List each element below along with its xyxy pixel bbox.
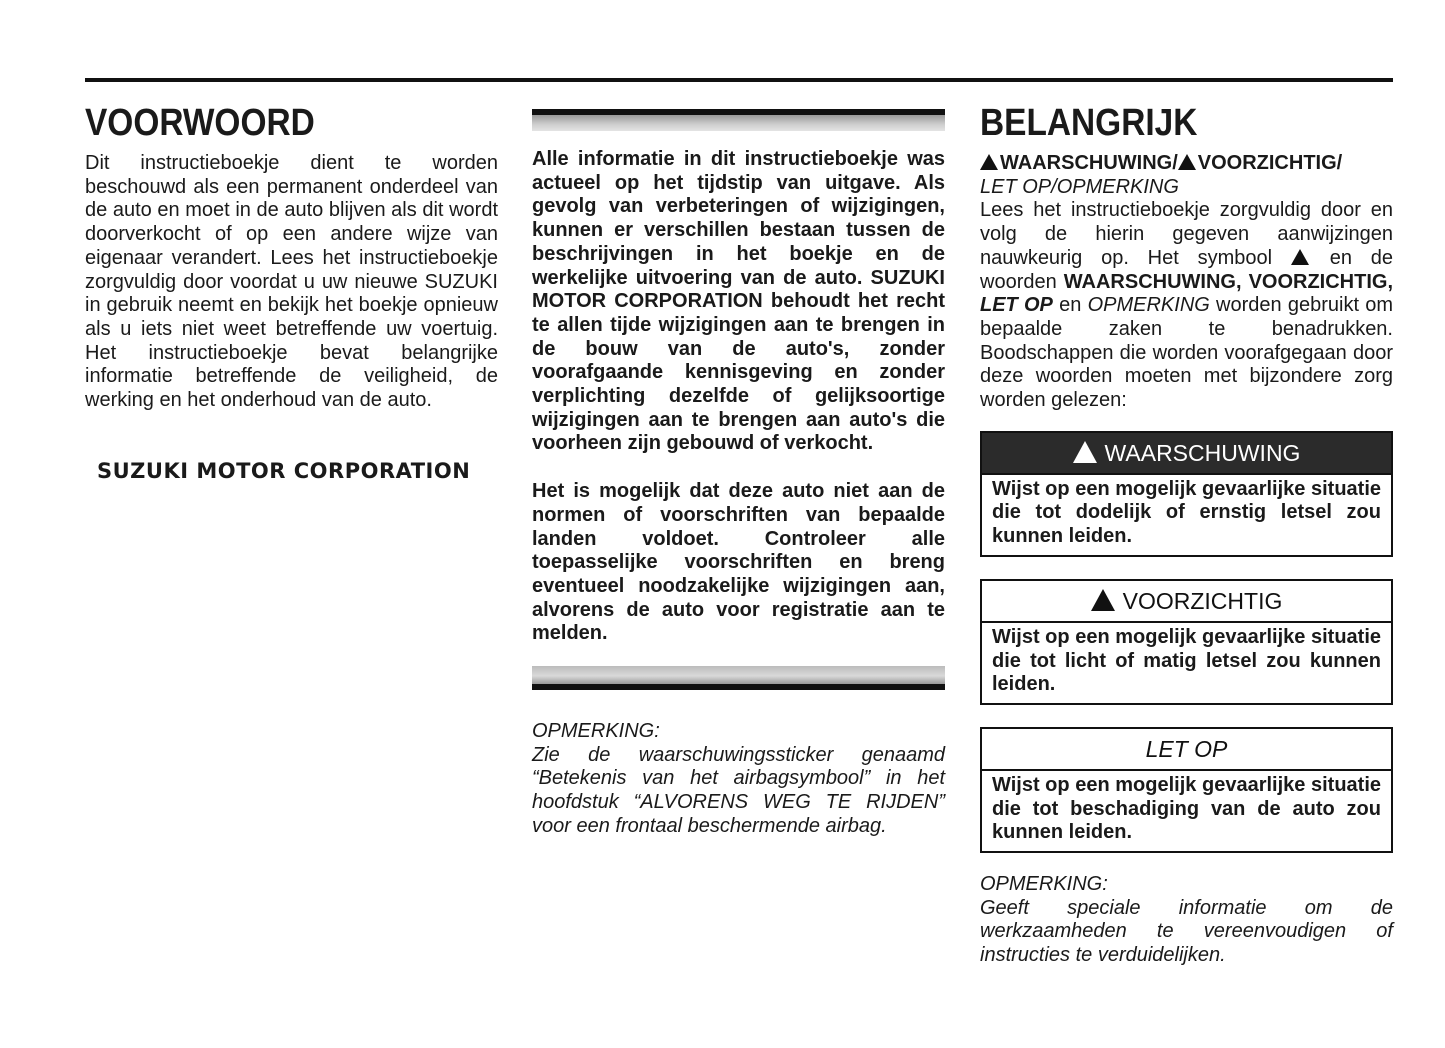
warning-triangle-icon (980, 154, 998, 170)
caution-box-text: Wijst op een mogelijk gevaarlijke situatie die tot licht of matig letsel zou kunnen leiden. (992, 625, 1381, 696)
voorwoord-text: Dit instructieboekje dient te worden beschouwd als een permanent onderdeel van de auto en moet in de auto blijven als dit wordt doorverkocht of op een andere wijze van eigenaar verandert. Lees het instructieboekje zorgvuldig door voordat u uw nieuwe SUZUKI in gebruik neemt en bekijk het boekje opnieuw als u iets niet weet betreffende uw voertuig. Het instructieboekje bevat belangrijke informatie betreffende de veiligheid, de werking en het onderhoud van de auto. (85, 152, 498, 412)
column-middle (532, 100, 945, 839)
warning-triangle-icon (1291, 249, 1309, 265)
intro-bold: WAARSCHUWING, VOORZICHTIG, (1063, 270, 1394, 293)
belangrijk-note (980, 873, 1393, 968)
letop-box-title: LET OP (1145, 735, 1228, 762)
symbol-line (980, 152, 1393, 176)
warning-triangle-icon (1073, 441, 1097, 463)
intro-italic-bold: LET OP (980, 294, 1053, 317)
belangrijk-intro (980, 199, 1393, 412)
column-belangrijk (980, 100, 1393, 968)
symbol-line-2: LET OP/OPMERKING (980, 175, 1179, 198)
caution-box-header (982, 581, 1391, 623)
warning-box-header (982, 433, 1391, 475)
warning-box (980, 431, 1393, 557)
sym-warning-label: WAARSCHUWING/ (1000, 152, 1178, 174)
intro-part-1: Lees het instructieboekje zorgvuldig door en volg de hierin gegeven aanwijzingen nauwkeurig op. Het symbool (980, 199, 1393, 269)
top-rule (85, 78, 1393, 82)
gray-bar-top (532, 109, 945, 131)
column-voorwoord (85, 100, 498, 483)
belangrijk-title: BELANGRIJK (980, 102, 1198, 144)
voorwoord-title: VOORWOORD (85, 102, 315, 144)
intro-italic: OPMERKING (1087, 294, 1210, 317)
letop-box (980, 727, 1393, 853)
intro-part-2: en de woorden (980, 246, 1394, 293)
note-text: Geeft speciale informatie om de werkzaamheden te vereenvoudigen of instructies te verduidelijken. (980, 896, 1393, 967)
warning-triangle-icon (1178, 154, 1196, 170)
warning-box-text: Wijst op een mogelijk gevaarlijke situatie die tot dodelijk of ernstig letsel zou kunnen leiden. (992, 477, 1381, 548)
warning-box-title: WAARSCHUWING (1104, 439, 1301, 466)
sym-caution-label: VOORZICHTIG/ (1197, 152, 1343, 174)
info-paragraph: Alle informatie in dit instructieboekje was actueel op het tijdstip van uitgave. Als gevolg van verbeteringen of wijzigingen, kunnen er verschillen bestaan tussen de beschrijvingen in het boekje en de werkelijke uitvoering van de auto. SUZUKI MOTOR CORPORATION behoudt het recht te allen tijde wijzigingen aan te brengen in de bouw van de auto's, zonder voorafgaande kennisgeving en zonder verplichting dezelfde of gelijksoortige wijzigingen aan te brengen aan auto's die voorheen zijn gebouwd of verkocht. (532, 148, 945, 455)
regulations-paragraph: Het is mogelijk dat deze auto niet aan de normen of voorschriften van bepaalde landen voldoet. Controleer alle toepasselijke voorschriften en breng eventueel noodzakelijke wijzigingen aan, alvorens de auto voor registratie aan te melden. (532, 480, 945, 645)
intro-part-4: worden gebruikt om bepaalde zaken te benadrukken. Boodschappen die worden voorafgegaan door deze woorden moeten met bijzondere zorg worden gelezen: (980, 294, 1393, 412)
caution-box-title: VOORZICHTIG (1122, 587, 1283, 614)
note-label: OPMERKING: (532, 720, 660, 743)
intro-part-3: en (1059, 294, 1082, 317)
letop-box-text: Wijst op een mogelijk gevaarlijke situatie die tot beschadiging van de auto zou kunnen leiden. (992, 773, 1381, 844)
company-name: SUZUKI MOTOR CORPORATION (97, 458, 471, 483)
letop-box-header (982, 729, 1391, 771)
airbag-note (532, 720, 945, 839)
gray-bar-bottom (532, 666, 945, 690)
warning-triangle-icon (1091, 589, 1115, 611)
note-text: Zie de waarschuwingssticker genaamd “Betekenis van het airbagsymbool” in het hoofdstuk “ALVORENS WEG TE RIJDEN” voor een frontaal beschermende airbag. (532, 743, 945, 837)
caution-box (980, 579, 1393, 705)
note-label: OPMERKING: (980, 873, 1108, 896)
